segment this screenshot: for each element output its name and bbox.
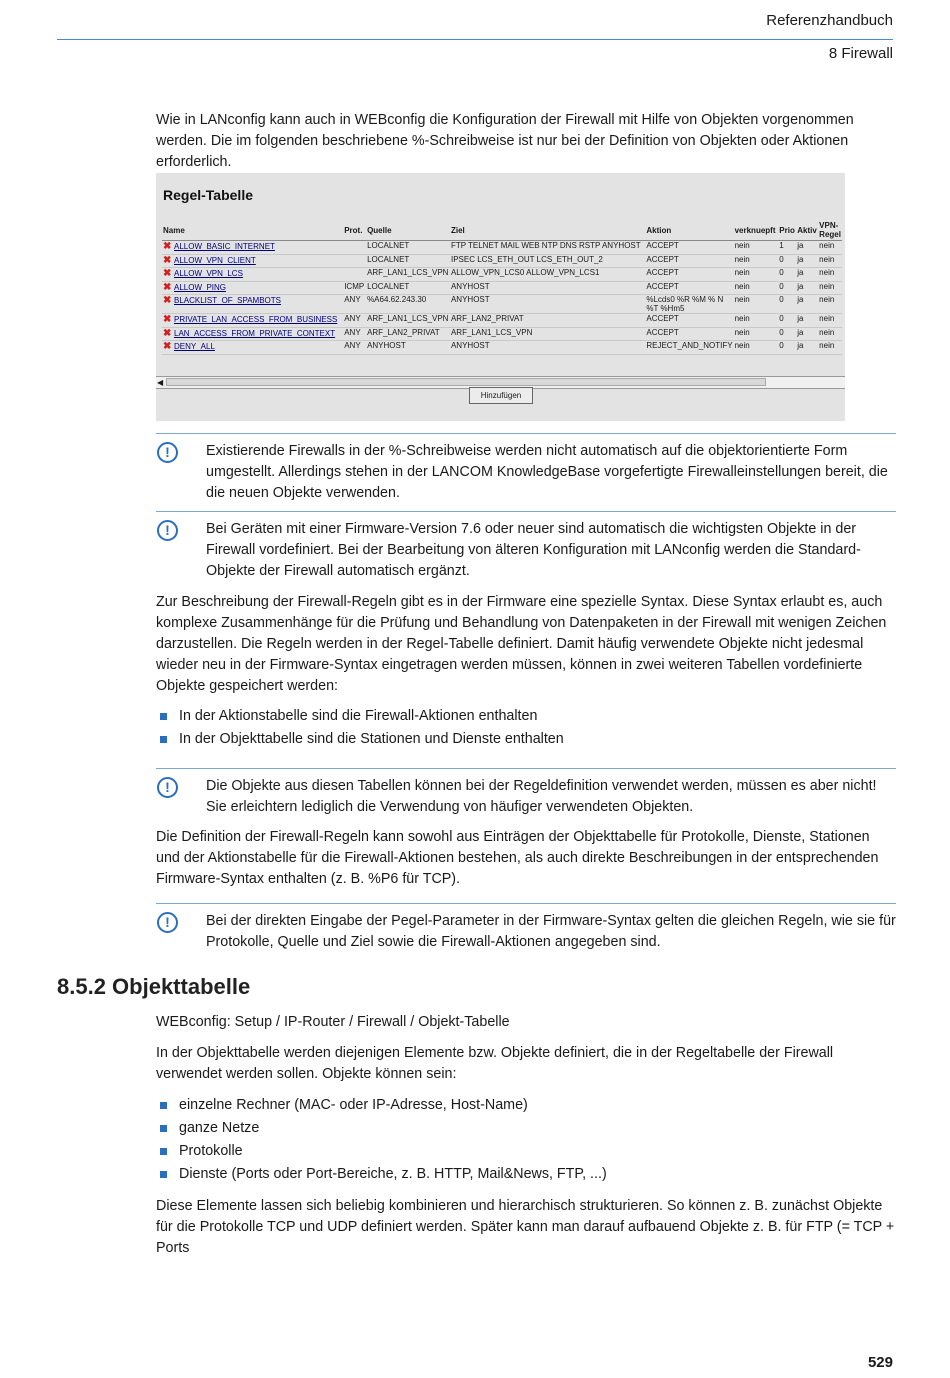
note-4 [156, 903, 896, 950]
bullet-icon [160, 1102, 167, 1109]
cell-aktiv: ja [796, 241, 818, 255]
bullet-icon [160, 713, 167, 720]
list-item: Dienste (Ports oder Port-Bereiche, z. B. HTTP, Mail&News, FTP, ...) [160, 1163, 890, 1186]
cell-prot [343, 241, 366, 255]
cell-prio: 0 [778, 341, 796, 355]
table-row [162, 254, 842, 268]
delete-icon[interactable]: ✖ [163, 295, 172, 306]
delete-icon[interactable]: ✖ [163, 254, 172, 266]
rule-table-header [162, 220, 842, 241]
cell-vpn: nein [818, 295, 842, 314]
table-row [162, 281, 842, 295]
cell-vpn: nein [818, 241, 842, 255]
exclamation-icon: ! [157, 520, 178, 541]
cell-ziel: ALLOW_VPN_LCS0 ALLOW_VPN_LCS1 [450, 268, 645, 282]
cell-ziel: IPSEC LCS_ETH_OUT LCS_ETH_OUT_2 [450, 254, 645, 268]
cell-prot: ANY [343, 295, 366, 314]
cell-ziel: FTP TELNET MAIL WEB NTP DNS RSTP ANYHOST [450, 241, 645, 255]
cell-quelle: ARF_LAN1_LCS_VPN [366, 268, 450, 282]
cell-aktion: ACCEPT [645, 281, 733, 295]
cell-prio: 1 [778, 241, 796, 255]
add-button[interactable]: Hinzufügen [469, 387, 533, 404]
bullet-icon [160, 1125, 167, 1132]
col-name: Name [162, 220, 343, 241]
note-divider [156, 511, 896, 512]
note-4-text: Bei der direkten Eingabe der Pegel-Parameter in der Firmware-Syntax gelten die gleichen Regeln, wie sie für Protokolle, Quelle und Ziel sowie die Firewall-Aktionen angegeben sind. [206, 913, 896, 950]
table-row [162, 327, 842, 341]
exclamation-icon: ! [157, 912, 178, 933]
cell-prio: 0 [778, 295, 796, 314]
note-2 [156, 511, 896, 579]
cell-quelle: ARF_LAN2_PRIVAT [366, 327, 450, 341]
list-item: In der Aktionstabelle sind die Firewall-Aktionen enthalten [160, 705, 890, 728]
cell-prot [343, 268, 366, 282]
cell-quelle: ARF_LAN1_LCS_VPN [366, 314, 450, 328]
regel-tabelle-screenshot [156, 173, 845, 421]
cell-prot: ANY [343, 327, 366, 341]
cell-aktiv: ja [796, 268, 818, 282]
cell-name[interactable] [162, 281, 343, 295]
cell-prio: 0 [778, 254, 796, 268]
col-quelle: Quelle [366, 220, 450, 241]
cell-name[interactable] [162, 268, 343, 282]
cell-aktion: %Lcds0 %R %M % N %T %Hm5 [645, 295, 733, 314]
cell-prio: 0 [778, 314, 796, 328]
rule-name-link[interactable]: BLACKLIST_OF_SPAMBOTS [174, 296, 281, 305]
cell-name[interactable] [162, 241, 343, 255]
cell-aktion: ACCEPT [645, 327, 733, 341]
header-chapter: 8 Firewall [828, 45, 893, 62]
delete-icon[interactable]: ✖ [163, 327, 172, 339]
cell-name[interactable] [162, 254, 343, 268]
cell-ziel: ANYHOST [450, 295, 645, 314]
bullet-icon [160, 1148, 167, 1155]
cell-ziel: ARF_LAN2_PRIVAT [450, 314, 645, 328]
cell-vpn: nein [818, 314, 842, 328]
cell-ziel: ANYHOST [450, 281, 645, 295]
list-item: einzelne Rechner (MAC- oder IP-Adresse, Host-Name) [160, 1094, 890, 1117]
screenshot-title: Regel-Tabelle [163, 187, 253, 203]
cell-quelle: LOCALNET [366, 241, 450, 255]
cell-prot: ANY [343, 314, 366, 328]
note-divider [156, 768, 896, 769]
note-1 [156, 433, 896, 501]
bullet-list-tables [160, 705, 890, 751]
scroll-left-icon[interactable]: ◀ [157, 378, 164, 387]
table-row [162, 341, 842, 355]
cell-vpn: nein [818, 341, 842, 355]
col-aktiv: Aktiv [796, 220, 818, 241]
bullet-icon [160, 1171, 167, 1178]
bullet-list-objects [160, 1094, 890, 1186]
cell-verknuepft: nein [734, 241, 779, 255]
cell-aktiv: ja [796, 281, 818, 295]
cell-aktiv: ja [796, 327, 818, 341]
cell-vpn: nein [818, 254, 842, 268]
note-3 [156, 768, 896, 815]
exclamation-icon: ! [157, 777, 178, 798]
cell-aktiv: ja [796, 314, 818, 328]
page-number: 529 [867, 1354, 893, 1371]
delete-icon[interactable]: ✖ [163, 241, 172, 252]
menu-path: WEBconfig: Setup / IP-Router / Firewall / Objekt-Tabelle [156, 1014, 510, 1030]
bullet-icon [160, 736, 167, 743]
list-item: In der Objekttabelle sind die Stationen und Dienste enthalten [160, 728, 890, 751]
rule-name-link[interactable]: ALLOW_VPN_LCS [174, 269, 243, 278]
cell-aktiv: ja [796, 254, 818, 268]
cell-aktion: ACCEPT [645, 241, 733, 255]
col-prio: Prio [778, 220, 796, 241]
header-divider [57, 39, 893, 40]
delete-icon[interactable]: ✖ [163, 341, 172, 352]
paragraph-definition: Die Definition der Firewall-Regeln kann sowohl aus Einträgen der Objekttabelle für Protokolle, Dienste, Stationen und der Aktionstabelle für die Firewall-Aktionen bestehen, als auch direkte Beschreibungen in der entsprechenden Firmware-Syntax enthalten (z. B. %P6 für TCP). [156, 829, 879, 887]
cell-prio: 0 [778, 281, 796, 295]
col-aktion: Aktion [645, 220, 733, 241]
cell-verknuepft: nein [734, 327, 779, 341]
list-item: Protokolle [160, 1140, 890, 1163]
section-heading: 8.5.2 Objekttabelle [57, 974, 251, 999]
table-row [162, 295, 842, 314]
cell-aktion: ACCEPT [645, 314, 733, 328]
cell-prot: ANY [343, 341, 366, 355]
cell-name[interactable] [162, 295, 343, 314]
note-divider [156, 433, 896, 434]
rule-name-link[interactable]: PRIVATE_LAN_ACCESS_FROM_BUSINESS [174, 315, 338, 324]
cell-name[interactable] [162, 314, 343, 328]
header-title: Referenzhandbuch [766, 12, 893, 29]
cell-vpn: nein [818, 268, 842, 282]
rule-table [162, 220, 842, 355]
list-item: ganze Netze [160, 1117, 890, 1140]
rule-name-link[interactable]: DENY_ALL [174, 342, 215, 351]
cell-prot [343, 254, 366, 268]
col-prot: Prot. [343, 220, 366, 241]
cell-quelle: %A64.62.243.30 [366, 295, 450, 314]
note-1-text: Existierende Firewalls in der %-Schreibweise werden nicht automatisch auf die objektorientierte Form umgestellt. Allerdings stehen in der LANCOM KnowledgeBase vorgefertigte Firewalleinstellungen bereit, die die neuen Objekte verwenden. [206, 443, 888, 501]
cell-aktion: ACCEPT [645, 268, 733, 282]
cell-name[interactable] [162, 341, 343, 355]
intro-paragraph: Wie in LANconfig kann auch in WEBconfig die Konfiguration der Firewall mit Hilfe von Objekten vorgenommen werden. Die im folgenden beschriebene %-Schreibweise ist nur bei der Definition von Objekten oder Aktionen erforderlich. [156, 112, 854, 170]
paragraph-syntax: Zur Beschreibung der Firewall-Regeln gibt es in der Firmware eine spezielle Syntax. Diese Syntax erlaubt es, auch komplexe Zusammenhänge für die Prüfung und Behandlung von Datenpaketen in der Firewall mit wenigen Zeichen darzustellen. Die Regeln werden in der Regel-Tabelle definiert. Damit häufig verwendete Objekte nicht jedesmal wieder neu in der Firmware-Syntax eingetragen werden müssen, können in zwei weiteren Tabellen vordefinierte Objekte gespeichert werden: [156, 594, 887, 694]
cell-prio: 0 [778, 268, 796, 282]
cell-aktion: ACCEPT [645, 254, 733, 268]
cell-quelle: ANYHOST [366, 341, 450, 355]
cell-verknuepft: nein [734, 254, 779, 268]
cell-verknuepft: nein [734, 341, 779, 355]
table-row [162, 314, 842, 328]
rule-name-link[interactable]: ALLOW_PING [174, 282, 227, 292]
cell-quelle: LOCALNET [366, 281, 450, 295]
note-2-text: Bei Geräten mit einer Firmware-Version 7.6 oder neuer sind automatisch die wichtigsten Objekte in der Firewall vordefiniert. Bei der Bearbeitung von älteren Konfiguration mit LANconfig werden die Standard-Objekte der Firewall automatisch ergänzt. [206, 521, 861, 579]
cell-verknuepft: nein [734, 295, 779, 314]
delete-icon[interactable]: ✖ [163, 314, 172, 325]
rule-name-link[interactable]: ALLOW_VPN_CLIENT [174, 255, 256, 265]
col-vpn: VPN-Regel [819, 221, 841, 239]
col-verknuepft: verknuepft [734, 220, 779, 241]
cell-ziel: ARF_LAN1_LCS_VPN [450, 327, 645, 341]
rule-name-link[interactable]: LAN_ACCESS_FROM_PRIVATE_CONTEXT [174, 328, 336, 338]
table-row [162, 268, 842, 282]
cell-aktiv: ja [796, 341, 818, 355]
table-row [162, 241, 842, 255]
note-divider [156, 903, 896, 904]
cell-verknuepft: nein [734, 281, 779, 295]
cell-aktion: REJECT_AND_NOTIFY [645, 341, 733, 355]
note-3-text: Die Objekte aus diesen Tabellen können bei der Regeldefinition verwendet werden, müssen es aber nicht! Sie erleichtern lediglich die Verwendung von häufiger verwendeten Objekten. [206, 778, 877, 815]
cell-prio: 0 [778, 327, 796, 341]
scrollbar-thumb[interactable] [166, 378, 766, 386]
cell-vpn: nein [818, 327, 842, 341]
cell-aktiv: ja [796, 295, 818, 314]
cell-verknuepft: nein [734, 268, 779, 282]
delete-icon[interactable]: ✖ [163, 281, 172, 293]
exclamation-icon: ! [157, 442, 178, 463]
cell-vpn: nein [818, 281, 842, 295]
paragraph-combination: Diese Elemente lassen sich beliebig kombinieren und hierarchisch strukturieren. So können z. B. zunächst Objekte für die Protokolle TCP und UDP definiert werden. Später kann man darauf aufbauend Objekte z. B. für FTP (= TCP + Ports [156, 1198, 895, 1256]
paragraph-objects: In der Objekttabelle werden diejenigen Elemente bzw. Objekte definiert, die in der Regeltabelle der Firewall verwendet werden sollen. Objekte können sein: [156, 1045, 834, 1082]
rule-name-link[interactable]: ALLOW_BASIC_INTERNET [174, 242, 275, 251]
cell-verknuepft: nein [734, 314, 779, 328]
cell-name[interactable] [162, 327, 343, 341]
cell-prot: ICMP [343, 281, 366, 295]
delete-icon[interactable]: ✖ [163, 268, 172, 279]
cell-quelle: LOCALNET [366, 254, 450, 268]
cell-ziel: ANYHOST [450, 341, 645, 355]
col-ziel: Ziel [450, 220, 645, 241]
